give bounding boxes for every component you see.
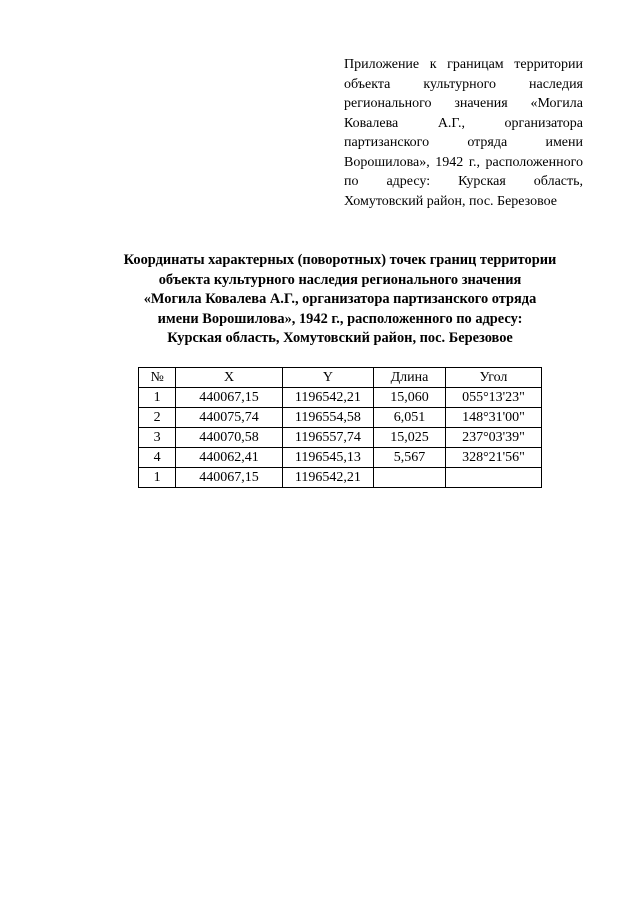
cell-angle: 055°13'23" [445,388,541,408]
cell-x: 440075,74 [176,408,282,428]
document-title [60,251,620,349]
table-header-row [139,368,542,388]
header-length: Длина [374,368,446,388]
title-line: объекта культурного наследия регионального значения [158,271,522,288]
table-row [139,448,542,468]
cell-angle: 328°21'56" [445,448,541,468]
table-row [139,388,542,408]
cell-x: 440062,41 [176,448,282,468]
title-line: «Могила Ковалева А.Г., организатора партизанского отряда [143,291,537,307]
cell-angle: 237°03'39" [445,428,541,448]
coordinates-table [138,367,542,488]
cell-x: 440067,15 [176,468,282,488]
cell-y: 1196542,21 [282,468,373,488]
header-angle: Угол [445,368,541,388]
header-x: X [176,368,282,388]
cell-number: 4 [139,448,176,468]
cell-y: 1196557,74 [282,428,373,448]
cell-x: 440070,58 [176,428,282,448]
cell-number: 3 [139,428,176,448]
cell-y: 1196545,13 [282,448,373,468]
cell-angle: 148°31'00" [445,408,541,428]
cell-angle [445,468,541,488]
header-number: № [139,368,176,388]
header-y: Y [282,368,373,388]
cell-length: 15,025 [374,428,446,448]
table-row [139,428,542,448]
cell-length [374,468,446,488]
appendix-note: Приложение к границам территории объекта культурного наследия регионального значения «Могила Ковалева А.Г., организатора партизанского отряда имени Ворошилова», 1942 г., расположенного по адресу: Курская область, Хомутовский район, пос. Березовое [344,57,583,209]
cell-length: 15,060 [374,388,446,408]
cell-number: 1 [139,468,176,488]
table-row [139,468,542,488]
cell-y: 1196554,58 [282,408,373,428]
title-line: Курская область, Хомутовский район, пос. Березовое [167,330,513,346]
cell-length: 6,051 [374,408,446,428]
cell-number: 2 [139,408,176,428]
table-row [139,408,542,428]
cell-number: 1 [139,388,176,408]
title-line: Координаты характерных (поворотных) точек границ территории [123,252,557,268]
cell-y: 1196542,21 [282,388,373,408]
title-line: имени Ворошилова», 1942 г., расположенного по адресу: [157,310,523,327]
cell-length: 5,567 [374,448,446,468]
cell-x: 440067,15 [176,388,282,408]
